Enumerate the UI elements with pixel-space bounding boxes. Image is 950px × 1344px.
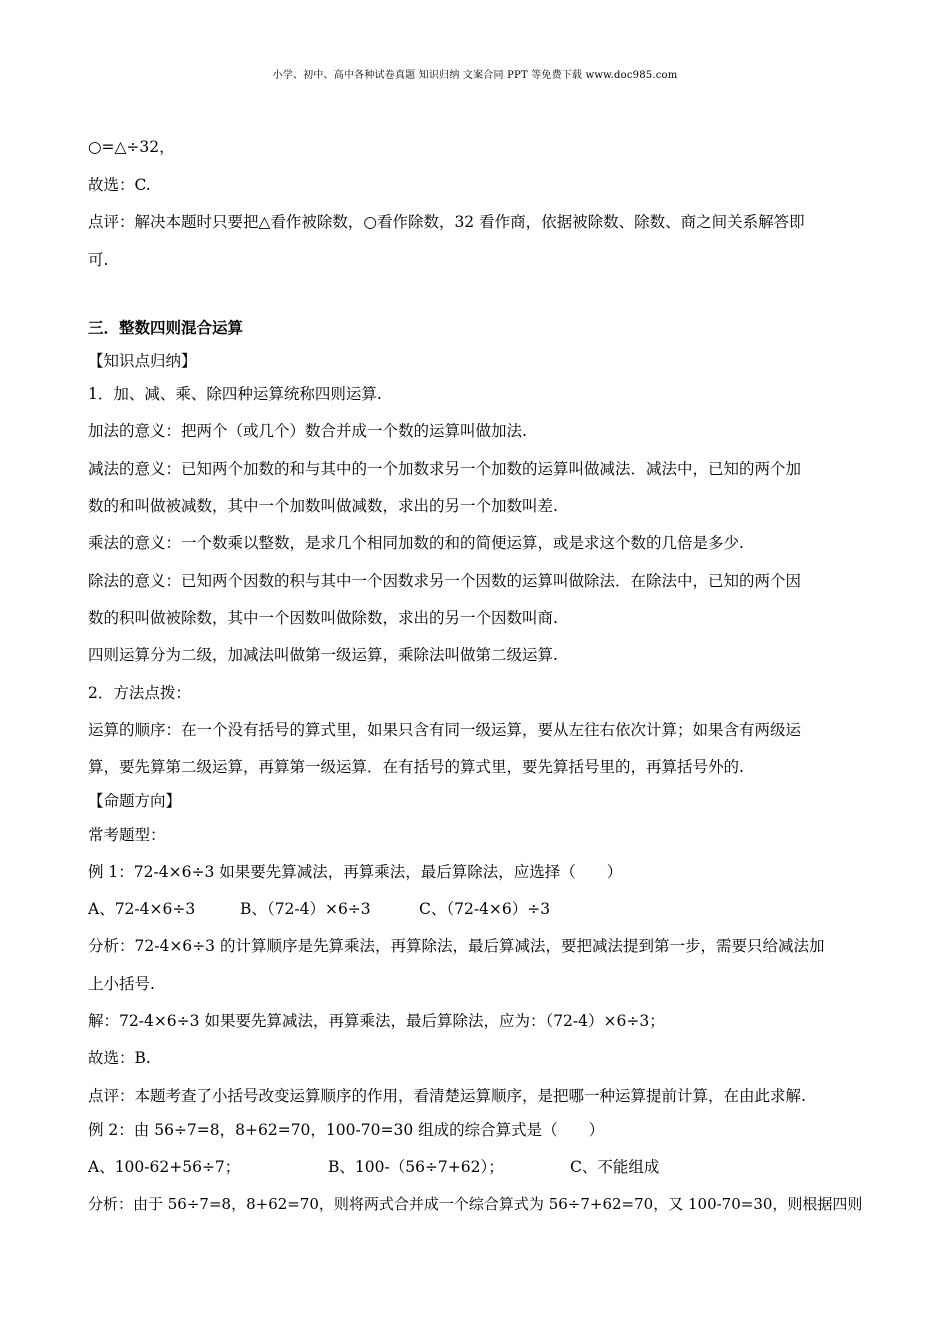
text-line: 【命题方向】 bbox=[88, 792, 182, 810]
text-line: 例 2：由 56÷7=8，8+62=70，100-70=30 组成的综合算式是（ ） bbox=[88, 1121, 605, 1139]
text-line: 例 1：72-4×6÷3 如果要先算减法，再算乘法，最后算除法，应选择（ ） bbox=[88, 863, 623, 881]
text-line: 加法的意义：把两个（或几个）数合并成一个数的运算叫做加法. bbox=[88, 422, 527, 440]
text-line: ○=△÷32， bbox=[88, 138, 175, 156]
text-line: 点评：解决本题时只要把△看作被除数，○看作除数，32 看作商，依据被除数、除数、商之间关系解答即 bbox=[88, 213, 805, 231]
text-line: 可. bbox=[88, 251, 109, 269]
page-header: 小学、初中、高中各种试卷真题 知识归纳 文案合同 PPT 等免费下载 www.doc985.com bbox=[272, 70, 678, 81]
text-line: 算，要先算第二级运算，再算第一级运算．在有括号的算式里，要先算括号里的，再算括号外的. bbox=[88, 758, 744, 776]
text-line: 故选：C. bbox=[88, 176, 151, 194]
section-heading: 三．整数四则混合运算 bbox=[88, 318, 244, 337]
ex1-option-a: A、72-4×6÷3 bbox=[88, 900, 196, 918]
text-line: 1．加、减、乘、除四种运算统称四则运算. bbox=[88, 385, 382, 403]
text-line: 解：72-4×6÷3 如果要先算减法，再算乘法，最后算除法，应为：（72-4）×6÷3； bbox=[88, 1012, 665, 1030]
text-line: 故选：B. bbox=[88, 1049, 151, 1067]
text-line: 四则运算分为二级，加减法叫做第一级运算，乘除法叫做第二级运算. bbox=[88, 646, 558, 664]
text-line: 点评：本题考查了小括号改变运算顺序的作用，看清楚运算顺序，是把哪一种运算提前计算，在由此求解. bbox=[88, 1087, 806, 1105]
text-line: 数的和叫做被减数，其中一个加数叫做减数，求出的另一个加数叫差. bbox=[88, 497, 558, 515]
text-line: 2．方法点拨： bbox=[88, 684, 191, 702]
text-line: 乘法的意义：一个数乘以整数，是求几个相同加数的和的简便运算，或是求这个数的几倍是多少. bbox=[88, 534, 744, 552]
text-line: 运算的顺序：在一个没有括号的算式里，如果只含有同一级运算，要从左往右依次计算；如果含有两级运 bbox=[88, 721, 802, 739]
text-line: 分析：由于 56÷7=8，8+62=70，则将两式合并成一个综合算式为 56÷7+62=70，又 100-70=30，则根据四则 bbox=[88, 1195, 863, 1213]
text-line: 常考题型： bbox=[88, 826, 166, 844]
text-line: 数的积叫做被除数，其中一个因数叫做除数，求出的另一个因数叫商. bbox=[88, 609, 558, 627]
text-line: 减法的意义：已知两个加数的和与其中的一个加数求另一个加数的运算叫做减法．减法中，已知的两个加 bbox=[88, 460, 802, 478]
text-line: 分析：72-4×6÷3 的计算顺序是先算乘法，再算除法，最后算减法，要把减法提到第一步，需要只给减法加 bbox=[88, 937, 825, 955]
text-line: 【知识点归纳】 bbox=[88, 352, 197, 370]
ex1-option-b: B、（72-4）×6÷3 bbox=[240, 900, 371, 918]
ex2-option-b: B、100-（56÷7+62）； bbox=[328, 1158, 504, 1176]
ex2-option-a: A、100-62+56÷7； bbox=[88, 1158, 241, 1176]
ex1-option-c: C、（72-4×6）÷3 bbox=[419, 900, 551, 918]
ex2-option-c: C、不能组成 bbox=[570, 1158, 660, 1176]
text-line: 除法的意义：已知两个因数的积与其中一个因数求另一个因数的运算叫做除法．在除法中，已知的两个因 bbox=[88, 572, 802, 590]
text-line: 上小括号. bbox=[88, 975, 155, 993]
